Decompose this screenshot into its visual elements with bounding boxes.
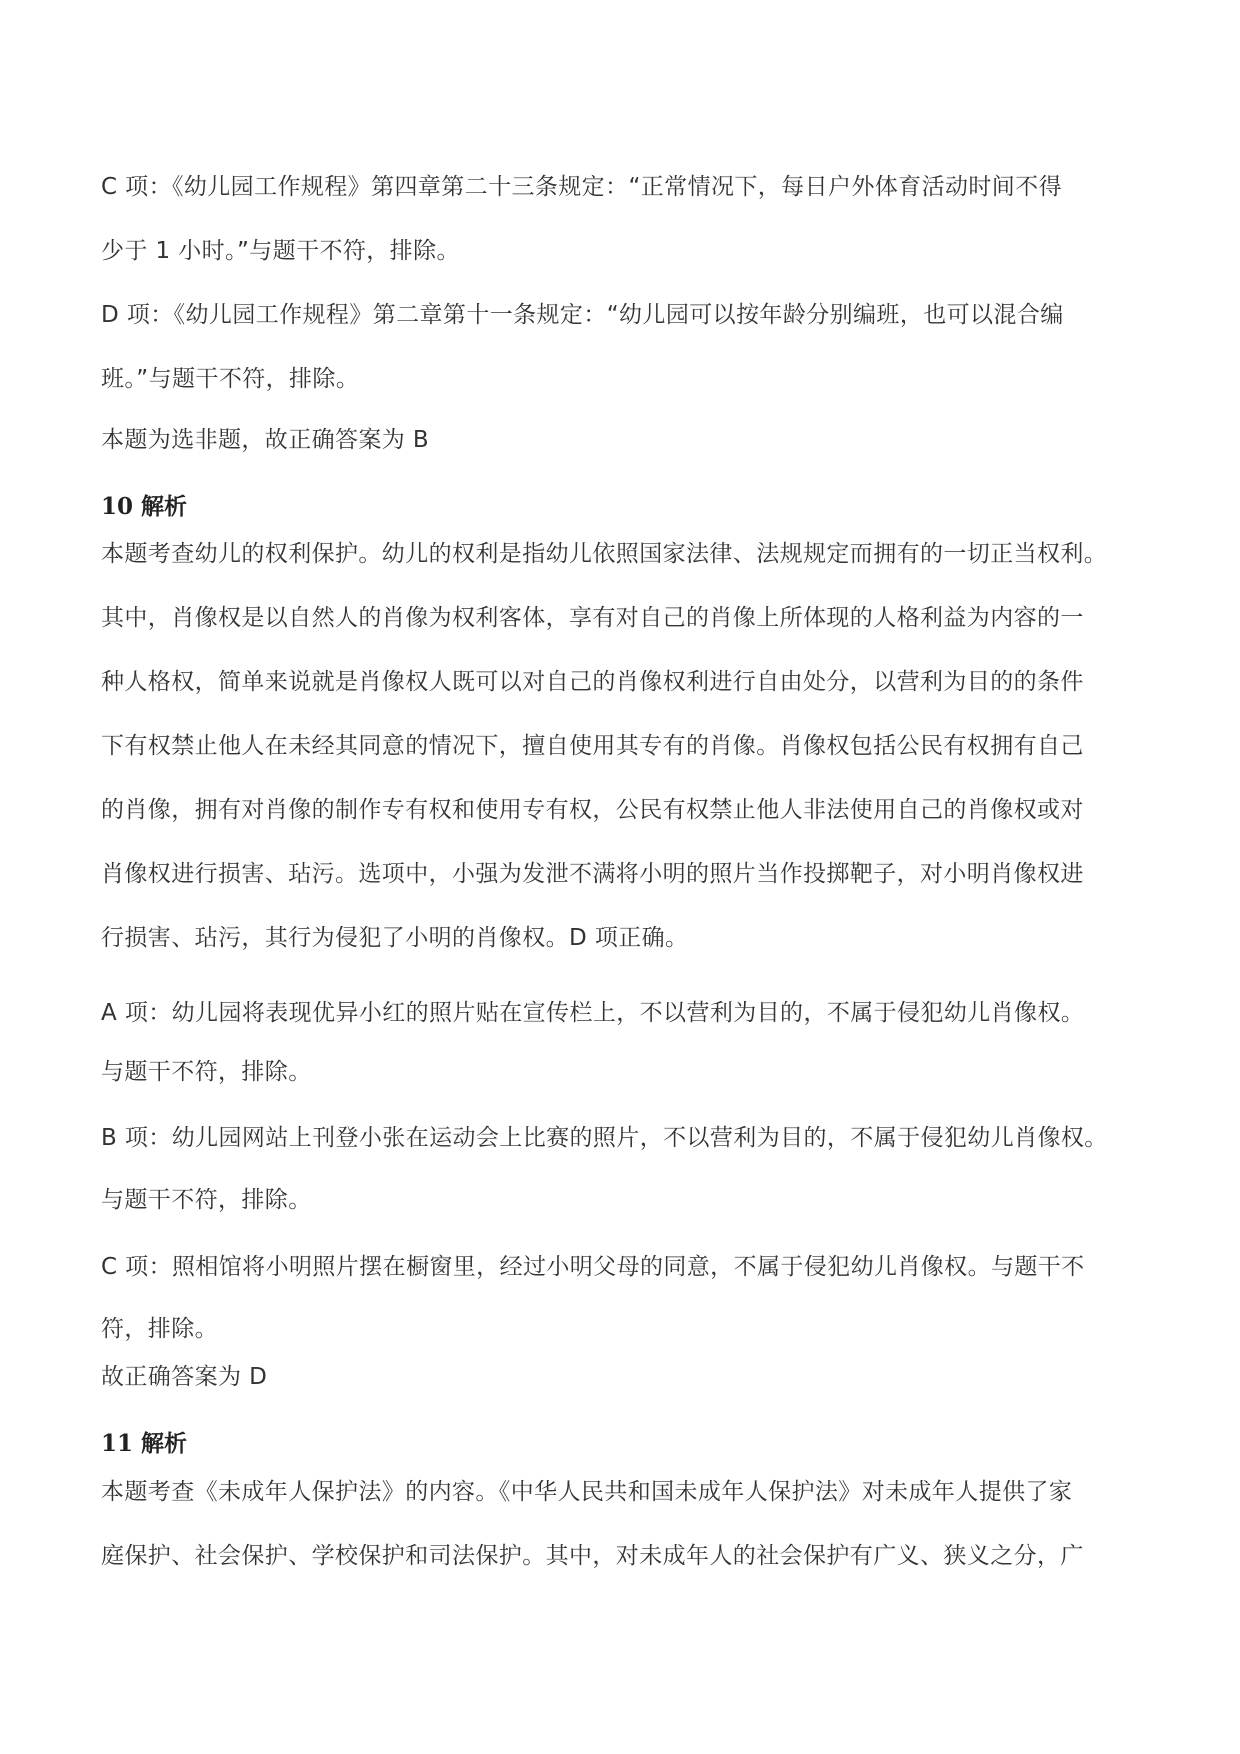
paragraph-line: 肖像权进行损害、玷污。选项中，小强为发泄不满将小明的照片当作投掷靶子，对小明肖像权进 <box>101 861 1084 887</box>
paragraph-line: 的肖像，拥有对肖像的制作专有权和使用专有权，公民有权禁止他人非法使用自己的肖像权或对 <box>101 797 1084 823</box>
answer-line: 故正确答案为 D <box>101 1364 268 1390</box>
answer-line: 本题为选非题，故正确答案为 B <box>101 427 430 453</box>
paragraph-line: 下有权禁止他人在未经其同意的情况下，擅自使用其专有的肖像。肖像权包括公民有权拥有自己 <box>101 733 1084 759</box>
paragraph-line: A 项：幼儿园将表现优异小红的照片贴在宣传栏上，不以营利为目的，不属于侵犯幼儿肖像权。 <box>101 1000 1085 1026</box>
section-heading: 11 解析 <box>101 1430 188 1457</box>
paragraph-line: 符，排除。 <box>101 1316 218 1342</box>
paragraph-line: 本题考查幼儿的权利保护。幼儿的权利是指幼儿依照国家法律、法规规定而拥有的一切正当权利。 <box>101 541 1108 567</box>
paragraph-line: 庭保护、社会保护、学校保护和司法保护。其中，对未成年人的社会保护有广义、狭义之分，广 <box>101 1543 1084 1569</box>
paragraph-line: 少于 1 小时。”与题干不符，排除。 <box>101 238 460 264</box>
paragraph-line: 行损害、玷污，其行为侵犯了小明的肖像权。D 项正确。 <box>101 925 689 951</box>
paragraph-line: 本题考查《未成年人保护法》的内容。《中华人民共和国未成年人保护法》对未成年人提供了家 <box>101 1479 1073 1505</box>
paragraph-line: 与题干不符，排除。 <box>101 1187 312 1213</box>
paragraph-line: D 项：《幼儿园工作规程》第二章第十一条规定：“幼儿园可以按年龄分别编班，也可以混合编 <box>101 302 1064 328</box>
paragraph-line: 其中，肖像权是以自然人的肖像为权利客体，享有对自己的肖像上所体现的人格利益为内容的一 <box>101 605 1084 631</box>
paragraph-line: 种人格权，简单来说就是肖像权人既可以对自己的肖像权利进行自由处分，以营利为目的的条件 <box>101 669 1084 695</box>
section-heading: 10 解析 <box>101 493 188 520</box>
paragraph-line: 与题干不符，排除。 <box>101 1059 312 1085</box>
paragraph-line: 班。”与题干不符，排除。 <box>101 366 360 392</box>
paragraph-line: B 项：幼儿园网站上刊登小张在运动会上比赛的照片，不以营利为目的，不属于侵犯幼儿肖像权。 <box>101 1125 1108 1151</box>
paragraph-line: C 项：照相馆将小明照片摆在橱窗里，经过小明父母的同意，不属于侵犯幼儿肖像权。与题干不 <box>101 1254 1085 1280</box>
paragraph-line: C 项：《幼儿园工作规程》第四章第二十三条规定：“正常情况下，每日户外体育活动时间不得 <box>101 174 1062 200</box>
